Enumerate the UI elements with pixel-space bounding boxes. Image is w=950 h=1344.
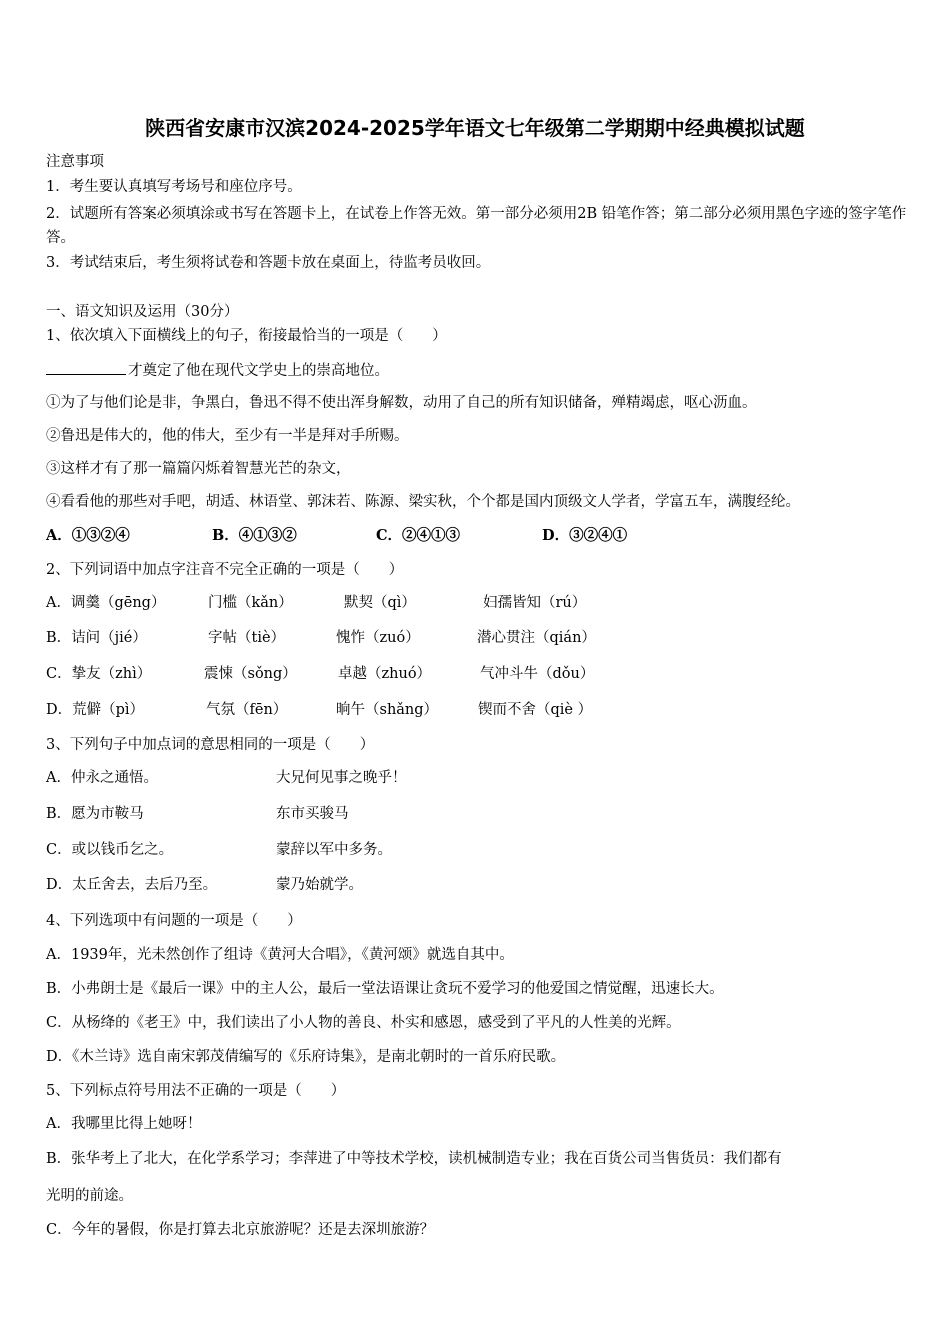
section-heading: 一、语文知识及运用（30分） xyxy=(46,304,239,320)
q2-row-c-1: C．挚友（zhì） xyxy=(46,666,152,682)
q1-item-3: ③这样才有了那一篇篇闪烁着智慧光芒的杂文， xyxy=(46,461,351,477)
q2-stem: 2、下列词语中加点字注音不完全正确的一项是（ ） xyxy=(46,562,404,578)
q5-option-c: C．今年的暑假，你是打算去北京旅游呢？还是去深圳旅游？ xyxy=(46,1222,435,1238)
answer-blank xyxy=(46,360,126,375)
q3-row-c-2: 蒙辞以军中多务。 xyxy=(276,842,392,858)
q2-row-a xyxy=(46,593,908,613)
q4-option-c: C．从杨绛的《老王》中，我们读出了小人物的善良、朴实和感恩，感受到了平凡的人性美的光辉。 xyxy=(46,1015,681,1031)
q2-row-d-2: 气氛（fēn） xyxy=(206,702,288,718)
q1-options xyxy=(46,526,908,546)
q2-row-d xyxy=(46,700,908,720)
q5-option-a: A．我哪里比得上她呀！ xyxy=(46,1116,202,1132)
notice-item-2: 2．试题所有答案必须填涂或书写在答题卡上，在试卷上作答无效。第一部分必须用2B 铅笔作答；第二部分必须用黑色字迹的签字笔作答。 xyxy=(46,206,907,246)
q2-row-b-1: B．诘问（jié） xyxy=(46,630,147,646)
q1-item-2: ②鲁迅是伟大的，他的伟大，至少有一半是拜对手所赐。 xyxy=(46,428,409,444)
q2-row-c xyxy=(46,664,908,684)
q3-row-b xyxy=(46,804,908,824)
q2-row-a-3: 默契（qì） xyxy=(344,595,416,611)
q1-option-d: D．③②④① xyxy=(542,527,628,544)
notice-heading: 注意事项 xyxy=(46,154,104,170)
q5-option-b: B．张华考上了北大，在化学系学习；李萍进了中等技术学校，读机械制造专业；我在百货公司当售货员：我们都有 xyxy=(46,1151,782,1167)
q1-option-b: B．④①③② xyxy=(212,527,297,544)
q2-row-a-2: 门槛（kǎn） xyxy=(208,595,293,611)
q5-stem: 5、下列标点符号用法不正确的一项是（ ） xyxy=(46,1083,346,1099)
q3-row-d-1: D．太丘舍去，去后乃至。 xyxy=(46,877,218,893)
q1-item-4: ④看看他的那些对手吧，胡适、林语堂、郭沫若、陈源、梁实秋，个个都是国内顶级文人学者，学富五车，满腹经纶。 xyxy=(46,494,800,510)
notice-item-1: 1．考生要认真填写考场号和座位序号。 xyxy=(46,179,302,195)
q2-row-c-4: 气冲斗牛（dǒu） xyxy=(480,666,595,682)
q3-stem: 3、下列句子中加点词的意思相同的一项是（ ） xyxy=(46,737,375,753)
q3-row-a xyxy=(46,768,908,788)
q3-row-a-2: 大兄何见事之晚乎！ xyxy=(276,770,407,786)
q4-stem: 4、下列选项中有问题的一项是（ ） xyxy=(46,913,302,929)
q2-row-b-3: 愧怍（zuó） xyxy=(336,630,420,646)
q1-stem: 1、依次填入下面横线上的句子，衔接最恰当的一项是（ ） xyxy=(46,328,447,344)
q2-row-d-4: 锲而不舍（qiè ） xyxy=(478,702,593,718)
q1-sentence-text: 才奠定了他在现代文学史上的崇高地位。 xyxy=(128,363,389,379)
q2-row-c-2: 震悚（sǒng） xyxy=(204,666,297,682)
q3-row-c xyxy=(46,840,908,860)
exam-title: 陕西省安康市汉滨2024-2025学年语文七年级第二学期期中经典模拟试题 xyxy=(145,116,805,140)
q2-row-b xyxy=(46,628,908,648)
q2-row-d-1: D．荒僻（pì） xyxy=(46,702,145,718)
q2-row-d-3: 晌午（shǎng） xyxy=(336,702,439,718)
q4-option-b: B．小弗朗士是《最后一课》中的主人公，最后一堂法语课让贪玩不爱学习的他爱国之情觉醒，迅速长大。 xyxy=(46,981,724,997)
q3-row-a-1: A．仲永之通悟。 xyxy=(46,770,158,786)
q2-row-a-4: 妇孺皆知（rú） xyxy=(483,595,587,611)
q1-item-1: ①为了与他们论是非，争黑白，鲁迅不得不使出浑身解数，动用了自己的所有知识储备，殚精竭虑，呕心沥血。 xyxy=(46,395,757,411)
q4-option-a: A．1939年，光未然创作了组诗《黄河大合唱》，《黄河颂》就选自其中。 xyxy=(46,947,514,963)
q1-option-c: C．②④①③ xyxy=(376,527,461,544)
q3-row-d-2: 蒙乃始就学。 xyxy=(276,877,363,893)
q2-row-b-4: 潜心贯注（qián） xyxy=(477,630,596,646)
q3-row-d xyxy=(46,875,908,895)
q4-option-d: D．《木兰诗》选自南宋郭茂倩编写的《乐府诗集》，是南北朝时的一首乐府民歌。 xyxy=(46,1049,566,1065)
q3-row-b-2: 东市买骏马 xyxy=(276,806,349,822)
q3-row-b-1: B．愿为市鞍马 xyxy=(46,806,144,822)
q1-sentence xyxy=(46,360,908,381)
q3-row-c-1: C．或以钱币乞之。 xyxy=(46,842,174,858)
q1-option-a: A．①③②④ xyxy=(46,527,130,544)
q2-row-c-3: 卓越（zhuó） xyxy=(338,666,432,682)
q2-row-b-2: 字帖（tiè） xyxy=(208,630,286,646)
q2-row-a-1: A．调羹（gēng） xyxy=(46,595,166,611)
notice-item-3: 3．考试结束后，考生须将试卷和答题卡放在桌面上，待监考员收回。 xyxy=(46,255,491,271)
q5-option-b-cont: 光明的前途。 xyxy=(46,1188,133,1204)
